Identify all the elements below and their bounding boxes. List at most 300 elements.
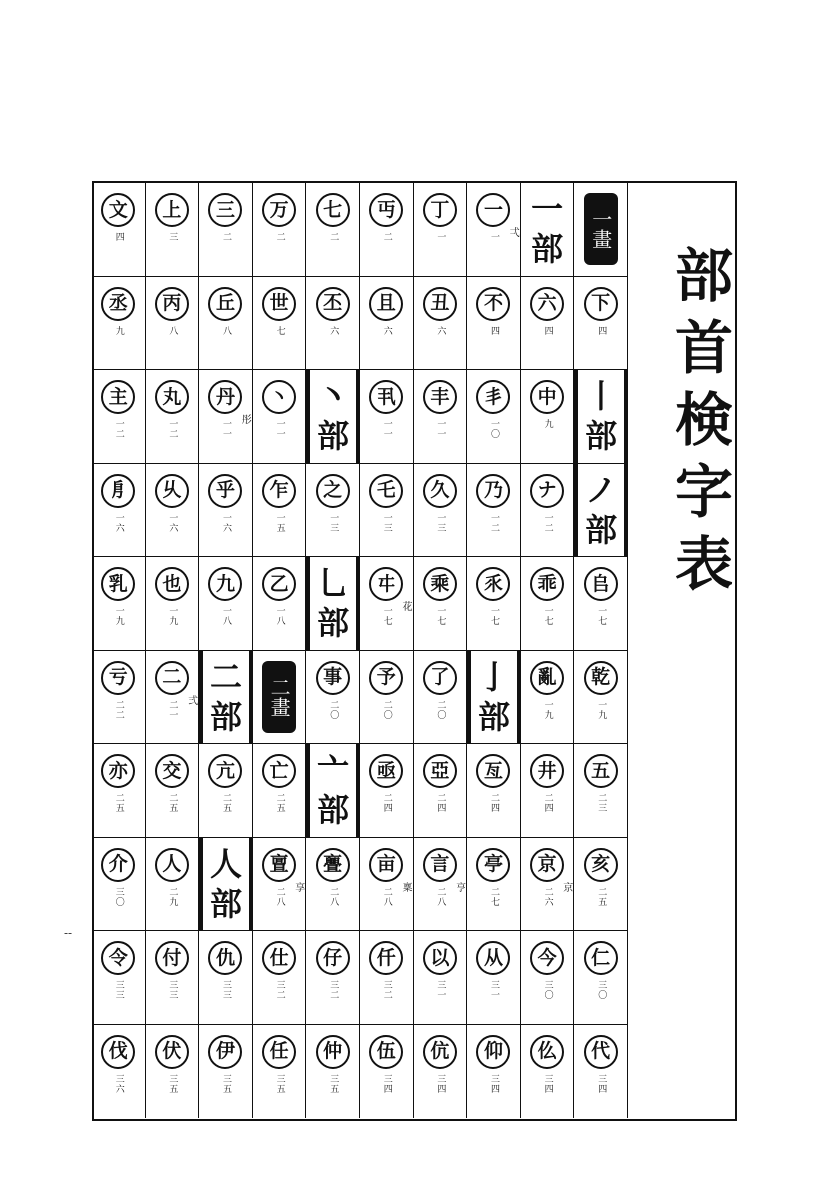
character-circle: 言	[423, 848, 457, 882]
page-number: 一〇	[488, 419, 499, 439]
radical-char: 二	[209, 657, 242, 696]
page-number: 一三	[435, 512, 446, 533]
character-circle: 乑	[476, 567, 510, 601]
page-number: 三二	[328, 980, 339, 1000]
radical-label: 部	[209, 884, 242, 923]
character-circle: 京	[530, 848, 564, 882]
index-entry	[414, 557, 468, 651]
character-circle: 丶	[262, 380, 296, 414]
character-circle: 仫	[530, 1035, 564, 1069]
character-circle: 伍	[369, 1035, 403, 1069]
radical-index-grid	[92, 183, 628, 1118]
radical-char: 丨	[585, 377, 618, 416]
character-circle: 仰	[476, 1035, 510, 1069]
character-circle: 乃	[476, 474, 510, 508]
character-circle: 亙	[476, 754, 510, 788]
index-entry	[146, 931, 200, 1025]
page-number: 三三	[167, 980, 178, 1000]
page-number: 二五	[113, 793, 124, 813]
character-circle: 亂	[530, 661, 564, 695]
page-number: 八	[167, 325, 178, 336]
index-entry	[574, 651, 628, 745]
character-circle: 仇	[208, 941, 242, 975]
index-entry	[253, 370, 307, 464]
stroke-count-header	[253, 651, 307, 745]
radical-char: ノ	[585, 470, 618, 509]
variant-note: 花	[399, 601, 411, 611]
character-circle: 丸	[155, 380, 189, 414]
index-entry	[467, 183, 521, 277]
character-circle: 丰	[423, 380, 457, 414]
index-entry	[253, 277, 307, 371]
index-entry	[253, 744, 307, 838]
character-circle: 亏	[101, 661, 135, 695]
character-circle: 井	[530, 754, 564, 788]
radical-label: 部	[531, 230, 564, 269]
stroke-count-label: 二畫	[262, 661, 296, 733]
page-number: 一七	[435, 606, 446, 626]
character-circle: 伐	[101, 1035, 135, 1069]
character-circle: 且	[369, 287, 403, 321]
index-entry	[253, 183, 307, 277]
character-circle: 丮	[369, 380, 403, 414]
index-entry	[199, 183, 253, 277]
index-entry	[360, 370, 414, 464]
radical-header	[306, 557, 360, 651]
index-entry	[414, 464, 468, 558]
index-entry	[414, 183, 468, 277]
page-number: 四	[113, 232, 124, 242]
index-entry	[253, 931, 307, 1025]
page-number: 一九	[596, 699, 607, 720]
page-number: 三五	[328, 1073, 339, 1094]
page-number: 三〇	[596, 980, 607, 1000]
page-number: 一九	[113, 606, 124, 626]
index-entry	[521, 931, 575, 1025]
page-number: 六	[328, 325, 339, 336]
page-number: 一九	[542, 699, 553, 720]
index-entry	[253, 838, 307, 932]
character-circle: 丕	[316, 287, 350, 321]
page-number: 六	[381, 325, 392, 336]
index-entry	[199, 1025, 253, 1119]
page-number: 一二	[488, 512, 499, 533]
page-number: 三五	[220, 1073, 231, 1094]
index-entry	[146, 651, 200, 745]
page-number: 三	[167, 232, 178, 242]
radical-header	[306, 744, 360, 838]
index-entry	[92, 557, 146, 651]
index-entry	[146, 464, 200, 558]
index-entry	[306, 464, 360, 558]
page-number: 一一	[220, 419, 231, 439]
index-entry	[521, 464, 575, 558]
radical-char: 人	[209, 844, 242, 883]
page-number: 八	[220, 325, 231, 336]
character-circle: 乍	[262, 474, 296, 508]
index-entry	[306, 651, 360, 745]
page-number: 二	[274, 232, 285, 242]
radical-char: 一	[531, 190, 564, 229]
page-number: 二	[220, 232, 231, 242]
index-entry	[467, 744, 521, 838]
radical-char: 亠	[317, 751, 350, 790]
character-circle: 代	[584, 1035, 618, 1069]
page-number: 三六	[113, 1073, 124, 1094]
page-number: 三四	[596, 1073, 607, 1094]
page-number: 三一	[435, 980, 446, 1000]
index-entry	[360, 557, 414, 651]
variant-note: 京	[560, 881, 572, 892]
index-entry	[521, 277, 575, 371]
character-circle: 亥	[584, 848, 618, 882]
page-number: 二〇	[328, 699, 339, 720]
radical-header	[306, 370, 360, 464]
page-number: 一一	[435, 419, 446, 439]
index-entry	[574, 1025, 628, 1119]
index-entry	[306, 183, 360, 277]
variant-note: 享	[292, 881, 304, 892]
radical-label: 部	[317, 604, 350, 643]
page-number: 二八	[381, 886, 392, 907]
page-number: 一七	[488, 606, 499, 626]
character-circle: 文	[101, 193, 135, 227]
page-number: 三五	[167, 1073, 178, 1094]
page-number: 一五	[274, 512, 285, 533]
character-circle: 丘	[208, 287, 242, 321]
character-circle: 乎	[208, 474, 242, 508]
index-entry	[146, 1025, 200, 1119]
character-circle: 付	[155, 941, 189, 975]
page-number: 二五	[596, 886, 607, 907]
character-circle: 任	[262, 1035, 296, 1069]
index-entry	[199, 931, 253, 1025]
variant-note: 弌	[507, 227, 519, 237]
character-circle: 丁	[423, 193, 457, 227]
index-entry	[521, 370, 575, 464]
character-circle: 一	[476, 193, 510, 227]
character-circle: ナ	[530, 474, 564, 508]
index-entry	[521, 557, 575, 651]
index-entry	[467, 931, 521, 1025]
index-entry	[360, 931, 414, 1025]
character-circle: 仕	[262, 941, 296, 975]
page-number: 一一	[274, 419, 285, 439]
character-circle: 亦	[101, 754, 135, 788]
page-number: 二五	[274, 793, 285, 813]
character-circle: 丏	[369, 193, 403, 227]
index-entry	[146, 744, 200, 838]
index-entry	[574, 931, 628, 1025]
index-entry	[306, 838, 360, 932]
page-number: 一二	[542, 512, 553, 533]
character-circle: 伉	[423, 1035, 457, 1069]
page-number: 二四	[435, 793, 446, 813]
index-entry	[146, 370, 200, 464]
character-circle: 事	[316, 661, 350, 695]
index-entry	[574, 744, 628, 838]
character-circle: 丞	[101, 287, 135, 321]
radical-header	[521, 183, 575, 277]
character-circle: 乙	[262, 567, 296, 601]
index-entry	[467, 277, 521, 371]
index-entry	[360, 744, 414, 838]
page-number: 三〇	[113, 886, 124, 907]
page-number: 九	[113, 325, 124, 336]
page-number: 四	[596, 325, 607, 336]
page-number: 四	[488, 325, 499, 336]
radical-header	[199, 651, 253, 745]
page-number: 一二	[167, 419, 178, 439]
radical-label: 部	[585, 510, 618, 549]
page-number: 二四	[542, 793, 553, 813]
character-circle: 令	[101, 941, 135, 975]
page-number: 二五	[167, 793, 178, 813]
index-entry	[360, 464, 414, 558]
character-circle: 主	[101, 380, 135, 414]
character-circle: 仲	[316, 1035, 350, 1069]
character-circle: 万	[262, 193, 296, 227]
character-circle: 介	[101, 848, 135, 882]
character-circle: 中	[530, 380, 564, 414]
character-circle: 世	[262, 287, 296, 321]
page-number: 三三	[113, 980, 124, 1000]
page-number: 一三	[328, 512, 339, 533]
page-number: 二六	[542, 886, 553, 907]
variant-note: 彤	[239, 414, 251, 424]
index-entry	[467, 1025, 521, 1119]
character-circle: 丙	[155, 287, 189, 321]
index-entry	[92, 183, 146, 277]
page-number: 一七	[596, 606, 607, 626]
page-number: 二七	[488, 886, 499, 907]
index-entry	[199, 277, 253, 371]
page-number: 一七	[542, 606, 553, 626]
page-number: 七	[274, 325, 285, 336]
character-circle: 亟	[369, 754, 403, 788]
index-entry	[521, 838, 575, 932]
page-number: 二九	[167, 886, 178, 907]
index-entry	[253, 557, 307, 651]
page-number: 一七	[381, 606, 392, 626]
page-number: 一	[435, 232, 446, 242]
page-number: 三四	[381, 1073, 392, 1094]
page-number: 二〇	[435, 699, 446, 720]
index-entry	[199, 744, 253, 838]
radical-header	[467, 651, 521, 745]
character-circle: 乆	[155, 474, 189, 508]
page-number: 三一	[488, 980, 499, 1000]
page-number: 三三	[220, 980, 231, 1000]
index-entry	[92, 370, 146, 464]
index-entry	[253, 464, 307, 558]
character-circle: 丹	[208, 380, 242, 414]
index-entry	[92, 277, 146, 371]
index-entry	[360, 651, 414, 745]
index-entry	[414, 370, 468, 464]
page-number: 二一	[167, 699, 178, 720]
character-circle: 乘	[423, 567, 457, 601]
page-number: 三五	[274, 1073, 285, 1094]
index-entry	[199, 370, 253, 464]
character-circle: 七	[316, 193, 350, 227]
index-entry	[467, 838, 521, 932]
character-circle: 亞	[423, 754, 457, 788]
page-number: 二八	[328, 886, 339, 907]
character-circle: 仔	[316, 941, 350, 975]
character-circle: 九	[208, 567, 242, 601]
index-entry	[467, 557, 521, 651]
index-entry	[360, 277, 414, 371]
radical-header	[574, 464, 628, 558]
character-circle: 乳	[101, 567, 135, 601]
page-number: 一六	[113, 512, 124, 533]
radical-header	[199, 838, 253, 932]
radical-label: 部	[585, 417, 618, 456]
radical-label: 部	[317, 791, 350, 830]
radical-label: 部	[477, 697, 510, 736]
page-number: 二八	[274, 886, 285, 907]
index-entry	[521, 651, 575, 745]
character-circle: 亢	[208, 754, 242, 788]
page-number: 一三	[381, 512, 392, 533]
character-circle: 伏	[155, 1035, 189, 1069]
page-number: 二〇	[381, 699, 392, 720]
index-entry	[414, 744, 468, 838]
page-number: 一一	[381, 419, 392, 439]
stroke-count-label: 一畫	[584, 193, 618, 265]
index-entry	[467, 464, 521, 558]
page-number: 二	[381, 232, 392, 242]
index-entry	[521, 1025, 575, 1119]
character-circle: 乾	[584, 661, 618, 695]
radical-label: 部	[209, 697, 242, 736]
page-number: 二四	[381, 793, 392, 813]
page-number: 二五	[220, 793, 231, 813]
radical-char: 乚	[317, 564, 350, 603]
page-number: 三〇	[542, 980, 553, 1000]
page-number: 三二	[274, 980, 285, 1000]
page-number: 一八	[220, 606, 231, 626]
character-circle: 三	[208, 193, 242, 227]
character-circle: 二	[155, 661, 189, 695]
character-circle: 今	[530, 941, 564, 975]
character-circle: 予	[369, 661, 403, 695]
index-entry	[306, 931, 360, 1025]
character-circle: 从	[476, 941, 510, 975]
character-circle: 五	[584, 754, 618, 788]
index-entry	[146, 183, 200, 277]
character-circle: 久	[423, 474, 457, 508]
character-circle: 丑	[423, 287, 457, 321]
index-entry	[199, 557, 253, 651]
variant-note: 稟	[399, 881, 411, 892]
character-circle: 以	[423, 941, 457, 975]
index-entry	[146, 557, 200, 651]
index-entry	[360, 1025, 414, 1119]
character-circle: 亡	[262, 754, 296, 788]
page-number: 二二	[113, 699, 124, 720]
character-circle: 上	[155, 193, 189, 227]
index-entry	[92, 931, 146, 1025]
index-entry	[414, 931, 468, 1025]
radical-char: 亅	[477, 657, 510, 696]
index-entry	[467, 370, 521, 464]
page-number: 三四	[542, 1073, 553, 1094]
page-number: 一六	[167, 512, 178, 533]
radical-label: 部	[317, 417, 350, 456]
index-entry	[253, 1025, 307, 1119]
character-circle: 仁	[584, 941, 618, 975]
index-entry	[92, 1025, 146, 1119]
character-circle: 丯	[476, 380, 510, 414]
page-number: 三二	[381, 980, 392, 1000]
character-circle: 了	[423, 661, 457, 695]
character-circle: 亶	[262, 848, 296, 882]
stroke-count-header	[574, 183, 628, 277]
page-number: 六	[435, 325, 446, 336]
character-circle: 伊	[208, 1035, 242, 1069]
index-entry	[360, 183, 414, 277]
page-number: 二	[328, 232, 339, 242]
character-circle: 乖	[530, 567, 564, 601]
character-circle: 六	[530, 287, 564, 321]
character-circle: 人	[155, 848, 189, 882]
page-number: 二八	[435, 886, 446, 907]
page-title: 部首検字表	[665, 245, 733, 605]
page-number: 一八	[274, 606, 285, 626]
index-entry	[199, 464, 253, 558]
index-entry	[306, 277, 360, 371]
character-circle: 亭	[476, 848, 510, 882]
character-circle: 㐄	[369, 567, 403, 601]
index-entry	[360, 838, 414, 932]
index-entry	[306, 1025, 360, 1119]
character-circle: 仟	[369, 941, 403, 975]
page-number: 一九	[167, 606, 178, 626]
page-number: 一二	[113, 419, 124, 439]
index-entry	[92, 838, 146, 932]
variant-note: 亨	[453, 881, 465, 892]
page-number: 一六	[220, 512, 231, 533]
page-number: 三四	[435, 1073, 446, 1094]
variant-note: 弍	[185, 694, 197, 705]
character-circle: 亩	[369, 848, 403, 882]
index-entry	[414, 838, 468, 932]
character-circle: 交	[155, 754, 189, 788]
index-entry	[574, 838, 628, 932]
index-entry	[146, 838, 200, 932]
character-circle: 㐆	[101, 474, 135, 508]
margin-mark: --	[64, 926, 73, 940]
index-entry	[574, 277, 628, 371]
index-entry	[521, 744, 575, 838]
character-circle: 也	[155, 567, 189, 601]
index-entry	[92, 464, 146, 558]
index-entry	[92, 744, 146, 838]
index-entry	[414, 277, 468, 371]
character-circle: 亹	[316, 848, 350, 882]
page-number: 一	[488, 232, 499, 242]
character-circle: 下	[584, 287, 618, 321]
character-circle: 𠂤	[584, 567, 618, 601]
index-entry	[414, 1025, 468, 1119]
index-entry	[146, 277, 200, 371]
radical-char: 丶	[317, 377, 350, 416]
radical-header	[574, 370, 628, 464]
index-entry	[574, 557, 628, 651]
page-number: 九	[542, 419, 553, 429]
